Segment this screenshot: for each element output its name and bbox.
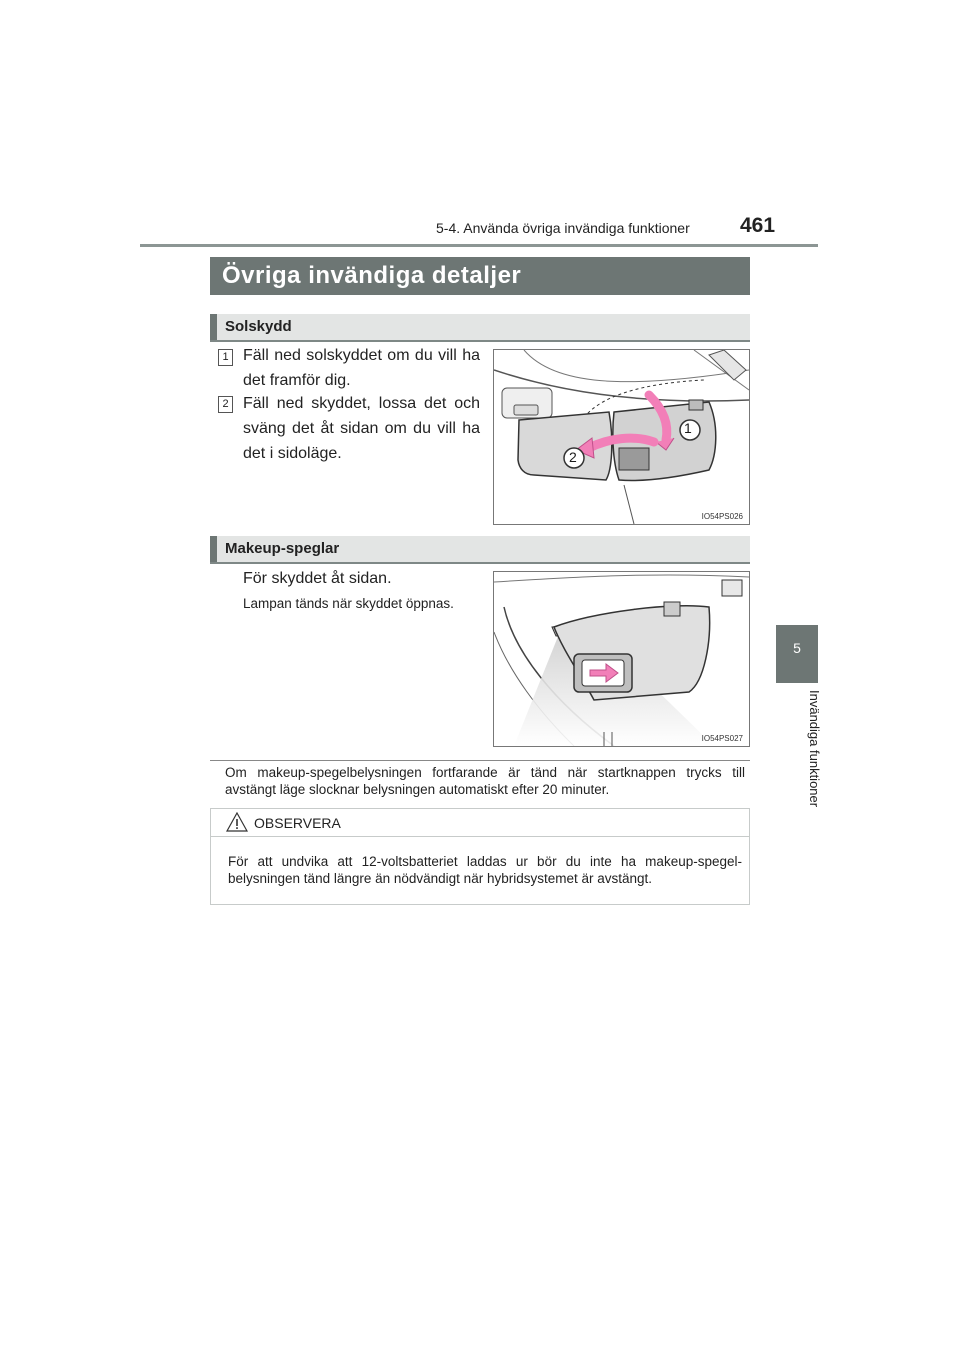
warning-body: För att undvika att 12-voltsbatteriet laddas ur bör du inte ha makeup-spegel-belysningen tänd längre än nödvändigt när hybridsystemet är avstängt. <box>228 854 742 886</box>
vanity-mirror-illustration <box>493 571 750 747</box>
warning-divider <box>210 836 750 837</box>
vanity-instruction: För skyddet åt sidan. <box>243 570 392 587</box>
section-heading-sun-visor <box>210 314 750 342</box>
vanity-mirror-drawing <box>494 572 749 746</box>
step-badge-2: 2 <box>218 396 233 413</box>
step-text-1: Fäll ned solskyddet om du vill ha det framför dig. <box>243 347 480 389</box>
figure-callout-2: 2 <box>569 449 577 465</box>
figure-callout-1: 1 <box>684 420 692 436</box>
chapter-tab-label: Invändiga funktioner <box>807 690 822 808</box>
header-rule <box>140 244 818 247</box>
chapter-tab-number: 5 <box>793 640 801 656</box>
section-heading-text: Makeup-speglar <box>225 540 340 557</box>
step-badge-1: 1 <box>218 349 233 366</box>
sun-visor-illustration <box>493 349 750 525</box>
note-rule <box>210 760 750 761</box>
warning-title: OBSERVERA <box>254 815 341 831</box>
figure-code: IO54PS027 <box>701 734 743 743</box>
vanity-sub-note: Lampan tänds när skyddet öppnas. <box>243 596 454 611</box>
page-number: 461 <box>740 214 776 237</box>
running-header-section: 5-4. Använda övriga invändiga funktioner <box>436 220 690 236</box>
warning-triangle-icon <box>226 812 248 837</box>
page-title: Övriga invändiga detaljer <box>222 262 522 289</box>
step-text-2: Fäll ned skyddet, lossa det och sväng det åt sidan om du vill ha det i sidoläge. <box>243 395 480 462</box>
section-heading-text: Solskydd <box>225 318 292 335</box>
figure-code: IO54PS026 <box>701 512 743 521</box>
sun-visor-drawing <box>494 350 749 524</box>
section-heading-vanity-mirror <box>210 536 750 564</box>
info-note: Om makeup-spegelbelysningen fortfarande är tänd när startknappen trycks till avstängt läge slocknar belysningen automatiskt efter 20 minuter. <box>225 765 745 797</box>
